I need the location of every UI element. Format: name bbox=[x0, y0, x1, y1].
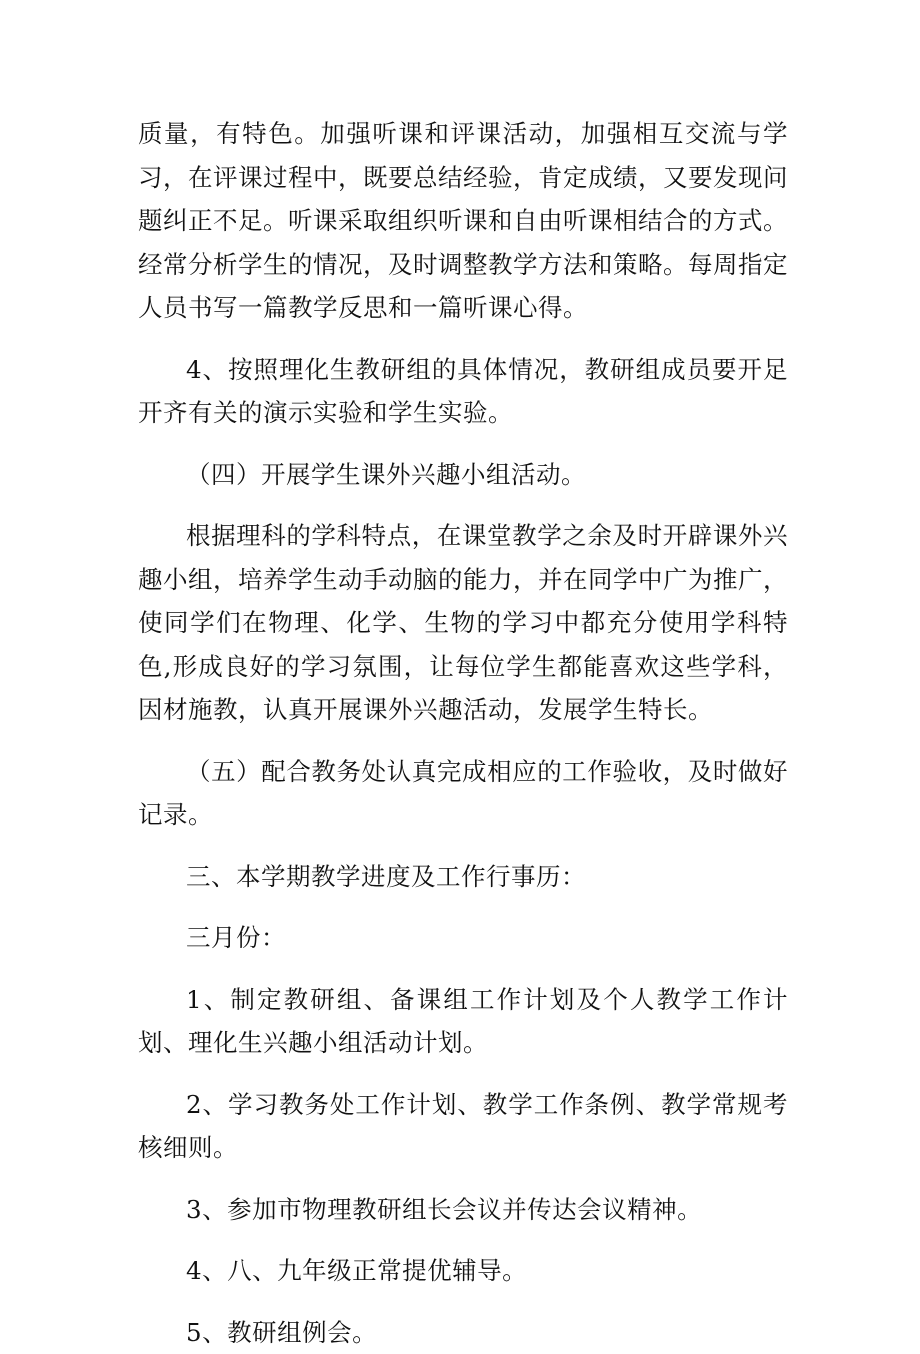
list-item-1: 1、制定教研组、备课组工作计划及个人教学工作计划、理化生兴趣小组活动计划。 bbox=[138, 978, 788, 1065]
heading-part-3: 三、本学期教学进度及工作行事历： bbox=[138, 855, 788, 899]
list-item-5: 5、教研组例会。 bbox=[138, 1311, 788, 1354]
heading-section-5: （五）配合教务处认真完成相应的工作验收，及时做好记录。 bbox=[138, 750, 788, 837]
list-item-2: 2、学习教务处工作计划、教学工作条例、教学常规考核细则。 bbox=[138, 1083, 788, 1170]
paragraph-item-4-experiments: 4、按照理化生教研组的具体情况，教研组成员要开足开齐有关的演示实验和学生实验。 bbox=[138, 348, 788, 435]
document-body bbox=[138, 112, 788, 1354]
list-item-3: 3、参加市物理教研组长会议并传达会议精神。 bbox=[138, 1188, 788, 1232]
list-item-4: 4、八、九年级正常提优辅导。 bbox=[138, 1249, 788, 1293]
heading-march: 三月份： bbox=[138, 916, 788, 960]
heading-section-4: （四）开展学生课外兴趣小组活动。 bbox=[138, 453, 788, 497]
paragraph-interest-groups: 根据理科的学科特点，在课堂教学之余及时开辟课外兴趣小组，培养学生动手动脑的能力，并在同学中广为推广，使同学们在物理、化学、生物的学习中都充分使用学科特色,形成良好的学习氛围，让每位学生都能喜欢这些学科，因材施教，认真开展课外兴趣活动，发展学生特长。 bbox=[138, 514, 788, 732]
paragraph-listening-evaluation: 质量，有特色。加强听课和评课活动，加强相互交流与学习，在评课过程中，既要总结经验，肯定成绩，又要发现问题纠正不足。听课采取组织听课和自由听课相结合的方式。经常分析学生的情况，及时调整教学方法和策略。每周指定人员书写一篇教学反思和一篇听课心得。 bbox=[138, 112, 788, 330]
